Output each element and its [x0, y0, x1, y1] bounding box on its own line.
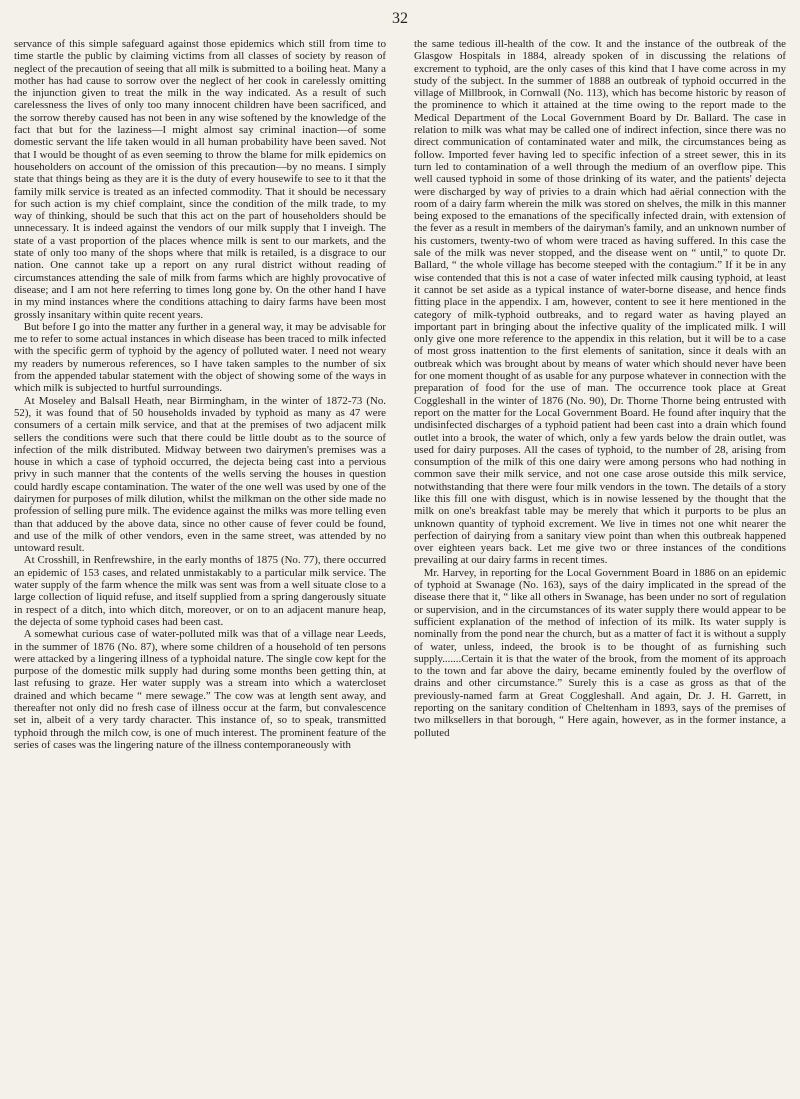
text-columns	[14, 38, 786, 1088]
page-number: 32	[392, 10, 408, 27]
paragraph: A somewhat curious case of water-polluted milk was that of a village near Leeds, in the summer of 1876 (No. 87), where some children of a household of ten persons were attacked by a lingering illness of a typhoidal nature. The single cow kept for the purpose of the domestic milk supply had during some months been getting thin, at last refusing to graze. Her water supply was a stream into which a watercloset drained and which became “ mere sewage.” The cow was at length sent away, and thereafter not only did no fresh case of illness occur at the farm, but convalescence set in, albeit of a very tardy character. This instance of, so to speak, transmitted typhoid through the milch cow, is one of much interest. The prominent feature of the series of cases was the lingering nature of the illness contemporaneously with	[14, 628, 386, 751]
paragraph: But before I go into the matter any further in a general way, it may be advisable for me to refer to some actual instances in which disease has been traced to milk infected with the specific germ of typhoid by the agency of polluted water. I need not weary my readers by numerous references, so I have taken samples to the number of six from the appended tabular statement with the object of showing some of the ways in which milk is subjected to hurtful surroundings.	[14, 320, 386, 395]
paragraph: At Crosshill, in Renfrewshire, in the early months of 1875 (No. 77), there occurred an epidemic of 153 cases, and related unmistakably to a particular milk service. The water supply of the farm whence the milk was sent was from a well situate close to a large collection of liquid refuse, and itself supplied from a spring dangerously situate in respect of a ditch, into which ditch, moreover, or on to an adjacent manure heap, the dejecta of some typhoid cases had been cast.	[14, 554, 386, 628]
paragraph: At Moseley and Balsall Heath, near Birmingham, in the winter of 1872-73 (No. 52), it was found that of 50 households invaded by typhoid as many as 47 were consumers of a certain milk service, and that at the premises of two adjacent milk sellers the conditions were such that there could be little doubt as to the source of infection of the milk distributed. Midway between two dairymen's premises was a house in which a case of typhoid occurred, the dejecta being cast into a pervious privy in such manner that the contents of the wells serving the houses in question could hardly escape contamination. The water of the one well was used by one of the dairymen for purposes of milk dilution, whilst the milkman on the other side made no profession of selling pure milk. The evidence against the milks was more telling even than that adduced by the above data, since no other cause of fever could be found, and use of the milk of other vendors, even in the same street, was attended by no untoward result.	[14, 394, 386, 555]
paragraph: Mr. Harvey, in reporting for the Local Government Board in 1886 on an epidemic of typhoid at Swanage (No. 163), says of the dairy implicated in the spread of the disease there that it, “ like all others in Swanage, has been under no sort of regulation or supervision, and in the circumstances of its water supply there would appear to be sufficient explanation of the method of infection of its milk. Its water supply is nominally from the pond near the church, but as a matter of fact it is without a supply of water, unless, indeed, the brook is to be thought of as furnishing such supply.......Certain it is that the water of the brook, from the moment of its approach to the town and far above the dairy, became eminently fouled by the overflow of drains and other circumstance.” Surely this is a case as gross as that of the previously-named farm at Great Coggleshall. And again, Dr. J. H. Garrett, in reporting on the sanitary condition of Cheltenham in 1893, says of the premises of two milksellers in that borough, “ Here again, however, as in the former instance, a polluted	[414, 566, 786, 739]
left-column	[14, 38, 386, 1088]
paragraph: servance of this simple safeguard against those epidemics which still from time to time startle the public by claiming victims from all classes of society by reason of neglect of the precaution of seeing that all milk is submitted to a boiling heat. Many a mother has had cause to sorrow over the neglect of her cook in carelessly omitting the injunction given to treat the milk in the way indicated. As a result of such carelessness the lives of only too many innocent children have been sacrificed, and the sorrow thereby caused has not been in any wise softened by the knowledge of the fact that but for the laziness—I might almost say criminal inaction—of some domestic servant the life taken would in all human probability have been saved. Not that I would be thought of as even seeming to throw the blame for milk epidemics on householders on account of the omission of this precaution—by no means. I simply state that things being as they are it is the duty of every housewife to see to it that the family milk service is treated as an infected commodity. That it should be necessary for such action is my chief complaint, since the condition of the milk trade, to my way of thinking, should be such that this act on the part of householders should be unnecessary. It is indeed against the vendors of our milk supply that I inveigh. The state of a vast proportion of the places whence milk is sent to our markets, and the state of only too many of the shops where that milk is retailed, is a disgrace to our nation. One cannot take up a report on any rural district without reading of circumstances attending the sale of milk from farms which are highly provocative of disease; and I am not here referring to times long gone by. On the other hand I have in my mind instances where the conditions attaching to dairy farms have been most grossly insanitary within quite recent years.	[14, 38, 386, 321]
right-column	[414, 38, 786, 1088]
paragraph: the same tedious ill-health of the cow. It and the instance of the outbreak of the Glasgow Hospitals in 1884, already spoken of in discussing the relations of excrement to typhoid, are the only cases of this kind that I have come across in my study of the subject. In the summer of 1888 an outbreak of typhoid occurred in the village of Millbrook, in Cornwall (No. 113), which has become historic by reason of the prominence to which it attained at the time owing to the report made to the Medical Department of the Local Government Board by Dr. Ballard. The case in relation to milk was what may be called one of indirect infection, since there was no direct communication of contaminated water and milk, the circumstances being as follow. Imported fever having led to specific infection of a street sewer, this in its turn led to contamination of a well through the medium of an overflow pipe. This well caused typhoid in some of those drinking of its water, and the patients' dejecta were discharged by way of privies to a drain which had aërial connection with the room of a dairy farm wherein the milk was stored on shelves, the milk in this manner being exposed to the emanations of the specifically infected drain, with extension of the fever as a result in members of the dairyman's family, and an unknown number of his customers, twenty-two of whom were traced as having suffered. In this case the sale of the milk was never stopped, and the disease went on “ until,” to quote Dr. Ballard, “ the whole village has become steeped with the contagium.” If it be in any wise contended that this is not a case of water infected milk causing typhoid, at least it cannot be set aside as a typical instance of water-borne disease, and hence finds fitting place in the appendix. I am, however, content to see it here mentioned in the category of milk-typhoid outbreaks, and to regard water as having played an important part in bringing about the infective quality of the implicated milk. I will only give one more reference to the appendix in this relation, but it will be to a case of most gross inattention to the first elements of sanitation, since it deals with an outbreak which was brought about by means of water which should never have been for one moment thought of as usable for any purpose whatever in connection with the preparation of food for the use of man. The occurrence took place at Great Coggleshall in the winter of 1876 (No. 90), Dr. Thorne Thorne being entrusted with report on the matter for the Local Government Board. He found after inquiry that the undisinfected discharges of a typhoid patient had been cast into a drain which found outlet into a brook, the water of which, only a few yards below the drain outlet, was used for dairy purposes. All the cases of typhoid, to the number of 28, arising from consumption of the milk of this one dairy were among persons who had nothing in common save their milk service, and not one case arose outside this milk service, notwithstanding that there were four milk vendors in the town. The details of a story like this fill one with disgust, which is in nowise lessened by the thought that the milk on one's breakfast table may be merely that which it purports to be plus an unknown quantity of typhoid excrement. We live in times not one whit nearer the perfection of dairying from a sanitary view point than when this outbreak happened over eighteen years back. Let me give two or three instances of the conditions prevailing at our dairy farms in recent times.	[414, 38, 786, 567]
